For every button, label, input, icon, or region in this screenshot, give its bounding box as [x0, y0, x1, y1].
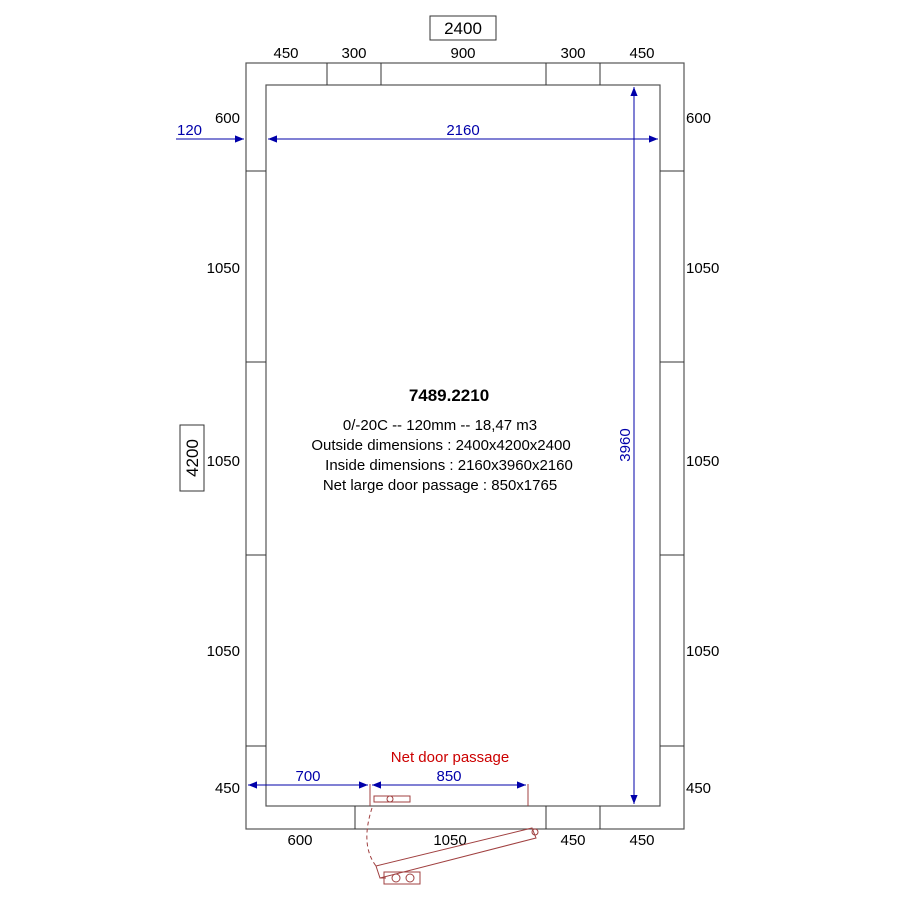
- top-segment-label: 900: [450, 45, 476, 62]
- top-segment-label: 450: [629, 45, 655, 62]
- right-segment-label: 1050: [686, 453, 720, 470]
- wall-thickness-label: 120: [177, 122, 203, 139]
- left-segment-label: 1050: [206, 643, 240, 660]
- left-segment-labels: [207, 110, 240, 797]
- bottom-segment-label: 600: [287, 832, 313, 849]
- left-segment-label: 1050: [206, 453, 240, 470]
- bottom-segment-label: 1050: [433, 832, 467, 849]
- bottom-segment-label: 450: [560, 832, 586, 849]
- model-code: 7489.2210: [408, 386, 490, 405]
- top-panel-joints: [327, 63, 600, 85]
- top-segment-labels: [273, 45, 654, 62]
- right-segment-label: 1050: [686, 260, 720, 277]
- door-passage-label: 850: [436, 768, 462, 785]
- overall-depth: 4200: [183, 439, 202, 477]
- left-panel-joints: [246, 171, 266, 746]
- spec-line: 0/-20C -- 120mm -- 18,47 m3: [342, 417, 538, 434]
- door-passage-spec: Net large door passage : 850x1765: [322, 477, 558, 494]
- outside-dimensions: Outside dimensions : 2400x4200x2400: [311, 437, 571, 454]
- inside-width-label: 2160: [446, 122, 480, 139]
- bottom-segment-labels: [287, 832, 654, 849]
- overall-width: 2400: [444, 19, 482, 38]
- top-segment-label: 300: [341, 45, 367, 62]
- left-segment-label: 1050: [206, 260, 240, 277]
- right-segment-label: 450: [686, 780, 712, 797]
- inside-depth-label: 3960: [617, 428, 634, 462]
- right-segment-label: 600: [686, 110, 712, 127]
- right-panel-joints: [660, 171, 684, 746]
- bottom-segment-label: 450: [629, 832, 655, 849]
- left-segment-label: 600: [214, 110, 240, 127]
- bottom-panel-joints: [355, 806, 600, 829]
- top-segment-label: 450: [273, 45, 299, 62]
- left-segment-label: 450: [214, 780, 240, 797]
- door-offset-label: 700: [295, 768, 321, 785]
- right-segment-labels: [686, 110, 719, 797]
- door-passage-title: Net door passage: [390, 749, 510, 766]
- top-segment-label: 300: [560, 45, 586, 62]
- right-segment-label: 1050: [686, 643, 720, 660]
- info-block: [311, 386, 573, 494]
- inside-dimensions: Inside dimensions : 2160x3960x2160: [325, 457, 573, 474]
